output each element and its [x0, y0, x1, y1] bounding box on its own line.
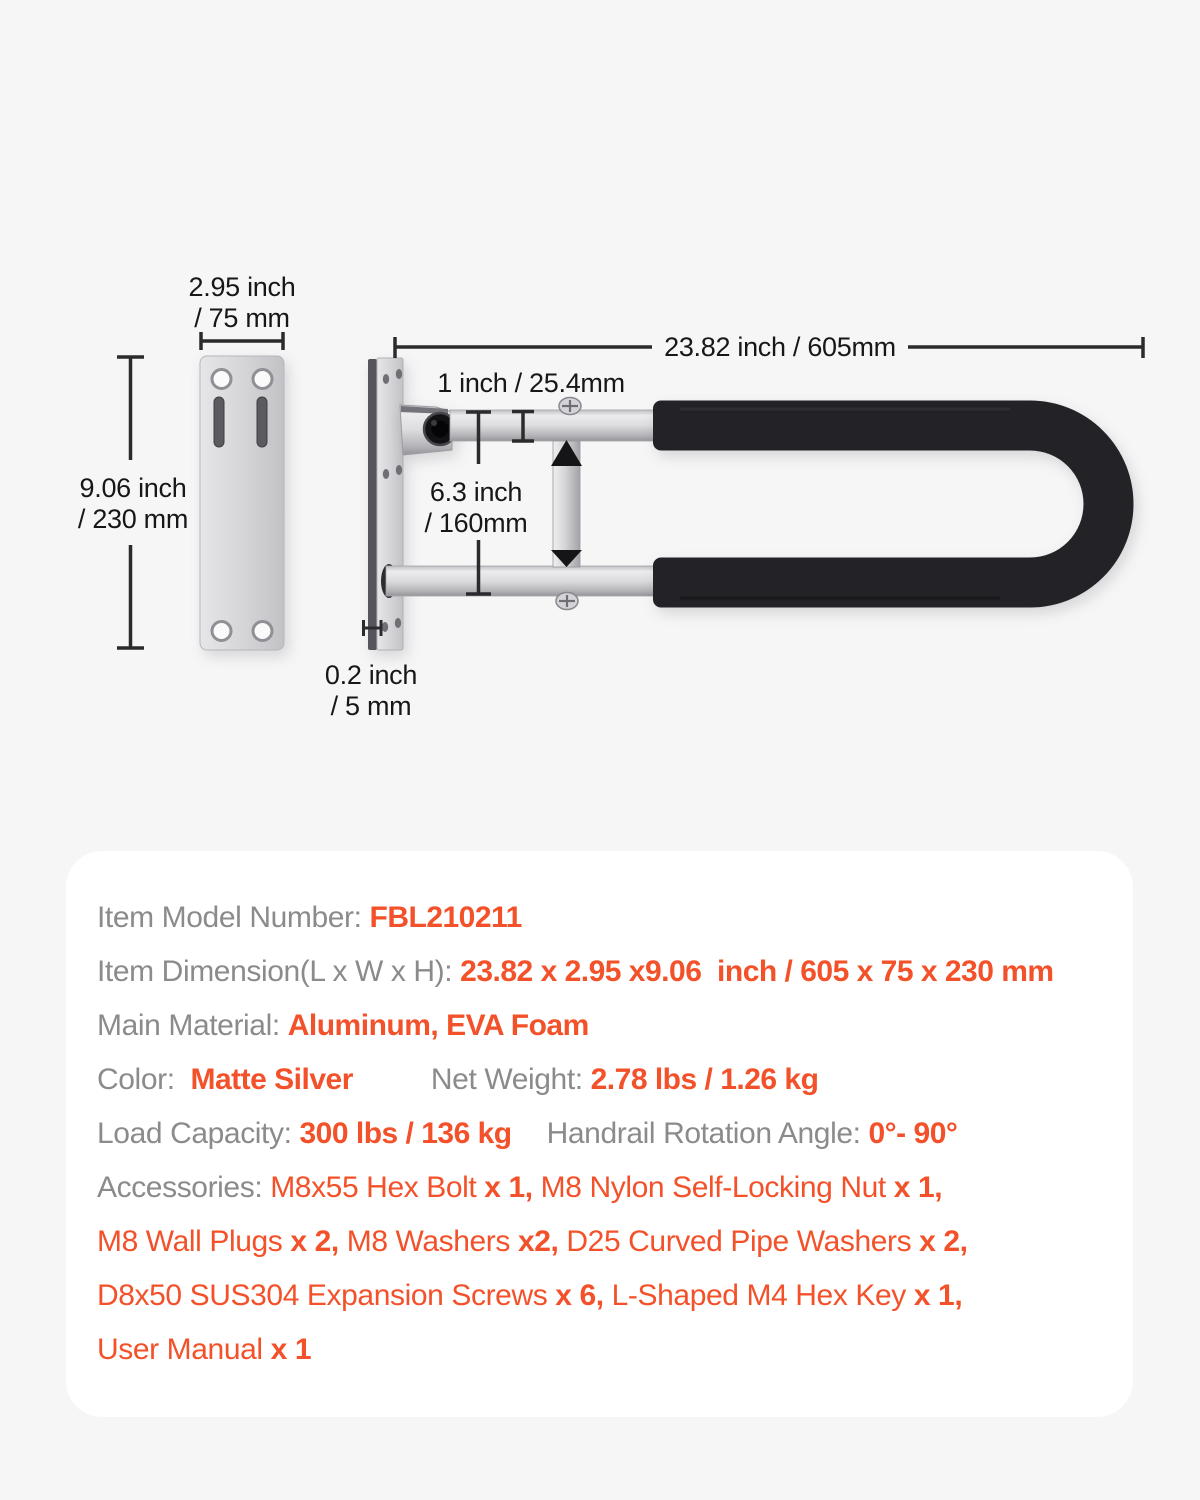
accessory-item: User Manual	[97, 1333, 271, 1366]
accessory-qty: x 1,	[893, 1171, 943, 1204]
accessory-qty: x2,	[517, 1225, 559, 1258]
dim-plate-thickness-label: 0.2 inch	[324, 660, 418, 690]
grab-bar-bottom	[381, 564, 678, 598]
accessory-item: M8 Nylon Self-Locking Nut	[532, 1171, 894, 1204]
accessory-qty: x 1,	[913, 1279, 963, 1312]
bar-screw-top	[559, 398, 581, 415]
accessory-item: D8x50 SUS304 Expansion Screws	[97, 1279, 556, 1312]
spec-row-model	[97, 891, 1105, 945]
screw-hole	[212, 370, 231, 389]
color-label: Color:	[97, 1063, 191, 1096]
model-value: FBL210211	[369, 901, 522, 934]
dim-plate-height-label2: / 230 mm	[77, 504, 189, 534]
load-value: 300 lbs / 136 kg	[299, 1117, 512, 1150]
dim-bar-gap-label2: / 160mm	[424, 508, 528, 538]
dim-plate-width-lines	[201, 332, 283, 350]
model-label: Item Model Number:	[97, 901, 370, 934]
accessory-qty: x 6,	[555, 1279, 604, 1312]
screw-hole	[382, 622, 388, 632]
screw-hole	[253, 622, 272, 641]
material-label: Main Material:	[97, 1009, 288, 1042]
spec-row-accessories-1	[97, 1161, 1105, 1215]
weight-value: 2.78 lbs / 1.26 kg	[590, 1063, 819, 1096]
dim-plate-thickness-label2: / 5 mm	[330, 691, 412, 721]
color-value: Matte Silver	[190, 1063, 353, 1096]
bar-screw-bottom	[556, 593, 578, 610]
foam-handle	[653, 401, 1109, 608]
support-bar	[551, 440, 582, 567]
screw-hole	[396, 465, 402, 475]
screw-hole	[212, 622, 231, 641]
spec-row-accessories-4	[97, 1323, 1105, 1377]
material-value: Aluminum, EVA Foam	[287, 1009, 589, 1042]
hook-slot	[214, 397, 224, 447]
spec-row-dimension	[97, 945, 1105, 999]
accessory-item: M8 Washers	[338, 1225, 518, 1258]
dimension-value: 23.82 x 2.95 x9.06 inch / 605 x 75 x 230 mm	[460, 955, 1054, 988]
spec-row-material	[97, 999, 1105, 1053]
spec-row-color-weight	[97, 1053, 1105, 1107]
hook-slot	[257, 397, 267, 447]
hinge-bracket	[400, 405, 456, 455]
spec-row-load-angle	[97, 1107, 1105, 1161]
dim-plate-width-label: 2.95 inch	[188, 272, 296, 302]
weight-label: Net Weight:	[430, 1063, 591, 1096]
accessories-label: Accessories:	[97, 1171, 271, 1204]
mounting-plate-side	[368, 358, 403, 650]
dimension-label: Item Dimension(L x W x H):	[97, 955, 461, 988]
accessory-item: L-Shaped M4 Hex Key	[603, 1279, 914, 1312]
accessory-item: M8x55 Hex Bolt	[270, 1171, 485, 1204]
accessory-item: M8 Wall Plugs	[97, 1225, 291, 1258]
angle-value: 0°- 90°	[868, 1117, 958, 1150]
accessory-qty: x 2,	[919, 1225, 968, 1258]
screw-hole	[383, 469, 389, 479]
screw-hole	[383, 374, 389, 384]
dim-total-length-label: 23.82 inch / 605mm	[664, 332, 896, 362]
dim-plate-height-label: 9.06 inch	[79, 473, 187, 503]
spec-row-accessories-2	[97, 1215, 1105, 1269]
screw-hole	[395, 618, 401, 628]
accessory-qty: x 1	[270, 1333, 312, 1366]
accessory-item: D25 Curved Pipe Washers	[558, 1225, 920, 1258]
dim-plate-width-label2: / 75 mm	[194, 303, 290, 333]
grab-bar-top	[450, 410, 678, 441]
accessory-qty: x 2,	[290, 1225, 339, 1258]
accessory-qty: x 1,	[484, 1171, 533, 1204]
angle-label: Handrail Rotation Angle:	[546, 1117, 869, 1150]
spec-panel	[66, 851, 1133, 1417]
screw-hole	[253, 370, 272, 389]
screw-hole	[396, 369, 402, 379]
load-label: Load Capacity:	[97, 1117, 300, 1150]
dim-bar-gap-label: 6.3 inch	[429, 477, 523, 507]
wall-plate-front	[200, 356, 284, 650]
spec-row-accessories-3	[97, 1269, 1105, 1323]
dim-bar-diameter-label: 1 inch / 25.4mm	[437, 368, 625, 398]
